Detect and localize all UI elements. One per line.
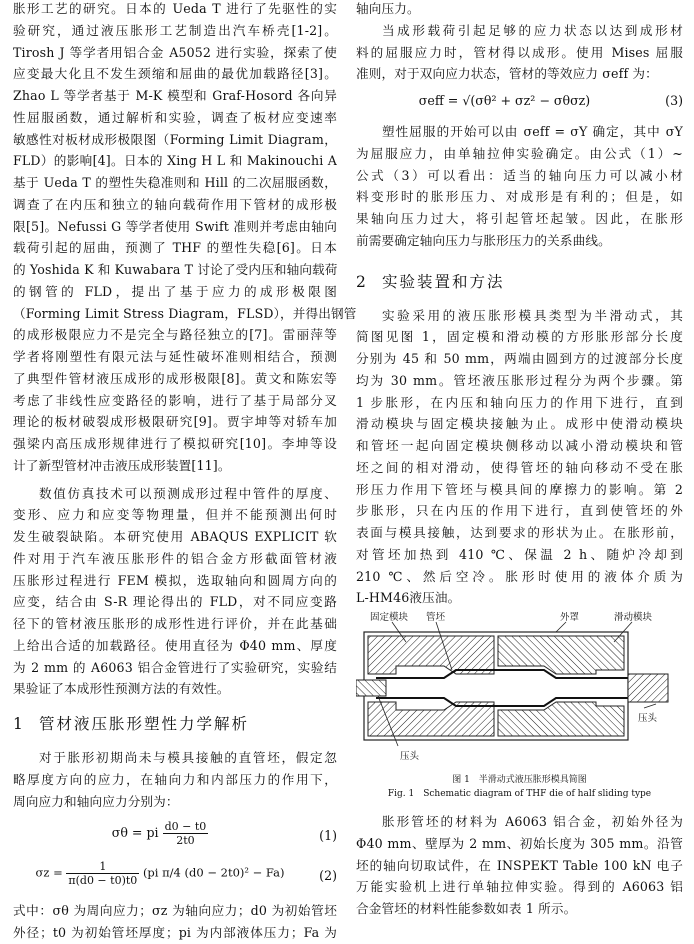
text-line: 均为 30 mm。管坯液压胀形过程分为两个步骤。第: [356, 372, 683, 388]
section-title: 管材液压胀形塑性力学解析: [39, 715, 250, 733]
text-line: 坯之间的相对滑动，使得管坯的轴向移动不受在胀: [356, 459, 683, 475]
text-line: 公式（3）可以看出：适当的轴向压力可以减小材: [356, 167, 683, 183]
label-tube: 管坯: [426, 612, 446, 623]
text-line: L-HM46液压油。: [356, 590, 461, 606]
text-line: 理论的板材破裂成形极限研究[9]。贾宇坤等对轿车加: [13, 414, 337, 430]
text-line: 了典型件管材液压成形的成形极限[8]。黄文和陈宏等: [13, 370, 337, 386]
section-number: 1: [13, 715, 25, 733]
label-ram-right: 压头: [638, 713, 658, 724]
text-line: 应变，结合由 S-R 理论得出的 FLD，对不同应变路: [13, 594, 337, 610]
right-column: [356, 0, 683, 609]
text-line: 果轴向压力过大，将引起管坯起皱。因此，在胀形: [356, 211, 683, 226]
text-line: 外径；t0 为初始管坯厚度；pi 为内部液体压力；Fa 为: [13, 925, 337, 940]
text-line: 料变形时的胀形压力、对成形是有利的；但是，如: [356, 189, 683, 205]
analysis-paragraph: [13, 747, 337, 812]
text-line: 压胀形过程进行 FEM 模拟，选取轴向和圆周方向的: [13, 572, 337, 588]
simulation-paragraph: [13, 483, 337, 701]
yield-onset-paragraph: [356, 121, 683, 252]
equation-fraction: [163, 820, 209, 847]
text-line: 果验证了本成形性预测方法的有效性。: [13, 681, 230, 697]
text-line: 和管坯一起向固定模块侧移动以减小滑动模块和管: [356, 438, 683, 453]
fraction-numerator: 1: [66, 860, 139, 874]
text-line: 对管坯加热到 410 ℃、保温 2 h、随炉冷却到: [356, 546, 683, 562]
fixed-die-upper: [368, 636, 494, 674]
fraction-denominator: 2t0: [176, 834, 195, 848]
die-schematic: [356, 608, 683, 768]
text-line: 数值仿真技术可以预测成形过程中管件的厚度、: [39, 485, 337, 501]
equation-2: [13, 856, 337, 900]
ram-right: [628, 674, 668, 702]
text-line: 变形、应力和应变等物理量，但并不能预测出何时: [13, 507, 337, 523]
text-line: 滑动模块与固定模块接触为止。成形中使滑动模块: [356, 416, 683, 432]
text-line: FLD）的影响[4]。日本的 Xing H L 和 Makinouchi A: [13, 153, 337, 169]
text-line: 计了新型管材冲击液压成形装置[11]。: [13, 457, 231, 473]
text-line: 料的屈服应力时，管材得以成形。使用 Mises 屈服: [356, 44, 683, 60]
text-line: 考虑了非线性应变路径的影响，进行了基于局部分叉: [13, 392, 337, 408]
text-line: 准则，对于双向应力状态，管材的等效应力 σeff 为：: [356, 66, 658, 82]
text-line: 式中：σθ 为周向应力；σz 为轴向应力；d0 为初始管坯: [13, 903, 337, 919]
caption-english: Fig. 1 Schematic diagram of THF die of half sliding type: [387, 789, 652, 799]
text-line: 的成形极限应力不是完全与路径独立的[7]。雷丽萍等: [13, 327, 337, 343]
section-heading-1: [13, 714, 337, 735]
text-line: 分别为 45 和 50 mm，两端由圆到方的过渡部分长度: [356, 351, 683, 366]
section-title: 实验装置和方法: [382, 272, 505, 291]
text-line: 形压力作用下管坯与模具间的摩擦力的影响。第 2: [356, 481, 683, 497]
text-line: 胀形工艺的研究。日本的 Ueda T 进行了先驱性的实: [13, 1, 337, 16]
text-line: 上给出合适的加载路径。使用直径为 Φ40 mm、厚度: [13, 637, 337, 653]
equation-number: (3): [665, 93, 683, 108]
fraction-denominator: π(d0 − t0)t0: [68, 874, 138, 888]
label-cover: 外罩: [560, 612, 580, 623]
text-line: 的钢管的 FLD，提出了基于应力的成形极限图: [13, 283, 337, 299]
text-line: 万能实验机上进行单轴拉伸实验。得到的 A6063 铝: [356, 879, 683, 895]
text-line: 学者将刚塑性有限元法与延性破坏准则相结合，预测: [13, 349, 337, 364]
tube-lower-wall: [376, 698, 656, 706]
section-heading-2: [356, 272, 683, 293]
text-line: 周向应力和轴向应力分别为：: [13, 793, 179, 809]
text-line: 限[5]。Nefussi G 等学者使用 Swift 准则并考虑由轴向: [13, 218, 337, 234]
text-line: 步胀形，只在内压的作用下进行，直到使管坯的外: [356, 503, 683, 519]
equation-number: (1): [319, 828, 337, 844]
tube-upper-wall: [376, 670, 656, 678]
text-line: 基于 Ueda T 的塑性失稳准则和 Hill 的二次屈服函数，: [13, 175, 337, 190]
yield-paragraph: [356, 0, 683, 85]
fraction-numerator: d0 − t0: [164, 820, 207, 834]
text-line: 性屈服函数，通过解析和实验，调查了板材应变速率: [13, 109, 337, 125]
left-column: [13, 0, 357, 944]
equation-rest: (pi π/4 (d0 − 2t0)² − Fa): [142, 865, 285, 880]
text-line: 件对用于汽车液压胀形件的铝合金方形截面管材液: [13, 550, 337, 566]
text-line: 胀形管坯的材料为 A6063 铝合金，初始外径为: [382, 814, 683, 829]
text-line: 为 2 mm 的 A6063 铝合金管进行了实验研究，实验结: [13, 659, 337, 675]
label-ram-left: 压头: [400, 751, 420, 762]
leader-line: [644, 704, 656, 708]
text-line: 径下的管材液压胀形的成形性进行评价，并在此基础: [13, 616, 337, 631]
text-line: 坯的轴向切取试件，在 INSPEKT Table 100 kN 电子: [356, 857, 683, 873]
ram-left: [356, 680, 386, 696]
text-line: 塑性屈服的开始可以由 σeff = σY 确定，其中 σY: [382, 124, 683, 139]
sliding-die-upper: [498, 636, 624, 674]
text-line: 表面与模具接触，达到要求的形状为止。在胀形前，: [356, 525, 683, 540]
text-line: 的 Yoshida K 和 Kuwabara T 讨论了受内压和轴向载荷: [13, 262, 338, 277]
label-sliding-die: 滑动模块: [614, 612, 653, 623]
text-line: 载荷引起的屈曲，预测了 THF 的塑性失稳[6]。日本: [13, 240, 337, 256]
figure-1-die-diagram: [356, 608, 683, 768]
equation-body: σeff = √(σθ² + σz² − σθσz): [418, 93, 591, 108]
text-line: Tirosh J 等学者用铝合金 A5052 进行实验，探索了使: [13, 44, 337, 60]
text-line: 发生破裂缺陷。本研究使用 ABAQUS EXPLICIT 软: [13, 529, 337, 544]
material-paragraph: [356, 811, 683, 920]
symbol-definitions: [13, 900, 337, 944]
method-paragraph: [356, 305, 683, 610]
text-line: 对于胀形初期尚未与模具接触的直管坯，假定忽: [39, 750, 337, 765]
text-line: 敏感性对板材成形极限图（Forming Limit Diagram，: [13, 131, 337, 147]
sliding-die-lower: [498, 702, 624, 736]
section-number: 2: [356, 272, 368, 291]
label-fixed-die: 固定模块: [370, 612, 409, 623]
equation-3: [356, 85, 683, 121]
text-line: Φ40 mm、壁厚为 2 mm、初始长度为 305 mm。沿管: [356, 835, 683, 851]
equation-number: (2): [319, 868, 337, 884]
text-line: 强梁内高压成形规律进行了模拟研究[10]。李坤等设: [13, 436, 337, 451]
text-line: 应变最大化且不发生颈缩和屈曲的最优加载路径[3]。: [13, 66, 337, 82]
text-line: 合金管坯的材料性能参数如表 1 所示。: [356, 901, 577, 916]
leader-line: [556, 622, 566, 632]
text-line: （Forming Limit Stress Diagram，FLSD），并得出钢管: [13, 305, 357, 321]
text-line: 210 ℃、然后空冷。胀形时使用的液体介质为: [356, 568, 683, 584]
text-line: 验研究，通过液压胀形工艺制造出汽车桥壳[1-2]。: [13, 22, 337, 38]
equation-lhs: σz =: [35, 865, 63, 880]
caption-chinese: 图 1 半滑动式液压胀形模具简图: [452, 775, 587, 785]
text-line: 前需要确定轴向压力与胀形压力的关系曲线。: [356, 232, 611, 248]
figure-caption: [356, 773, 683, 920]
text-line: Zhao L 等学者基于 M-K 模型和 Graf-Hosord 各向异: [13, 88, 337, 103]
equation-1: [13, 816, 337, 856]
equation-lhs: σθ = pi: [111, 825, 159, 841]
text-line: 调查了在内压和独立的轴向载荷作用下管材的成形极: [13, 196, 337, 212]
text-line: 当成形载荷引起足够的应力状态以达到成形材: [382, 22, 683, 38]
text-line: 略厚度方向的应力，在轴向力和内部压力的作用下，: [13, 771, 337, 787]
text-line: 轴向压力。: [356, 1, 420, 16]
text-line: 为屈服应力，由单轴拉伸实验确定。由公式（1）~: [356, 145, 683, 161]
text-line: 简图见图 1，固定模和滑动模的方形胀形部分长度: [356, 329, 683, 345]
equation-fraction: [66, 860, 139, 887]
text-line: 实验采用的液压胀形模具类型为半滑动式，其: [382, 307, 683, 323]
intro-paragraph-continued: [13, 0, 357, 477]
text-line: 1 步胀形，在内压和轴向压力的作用下进行，直到: [356, 394, 683, 410]
